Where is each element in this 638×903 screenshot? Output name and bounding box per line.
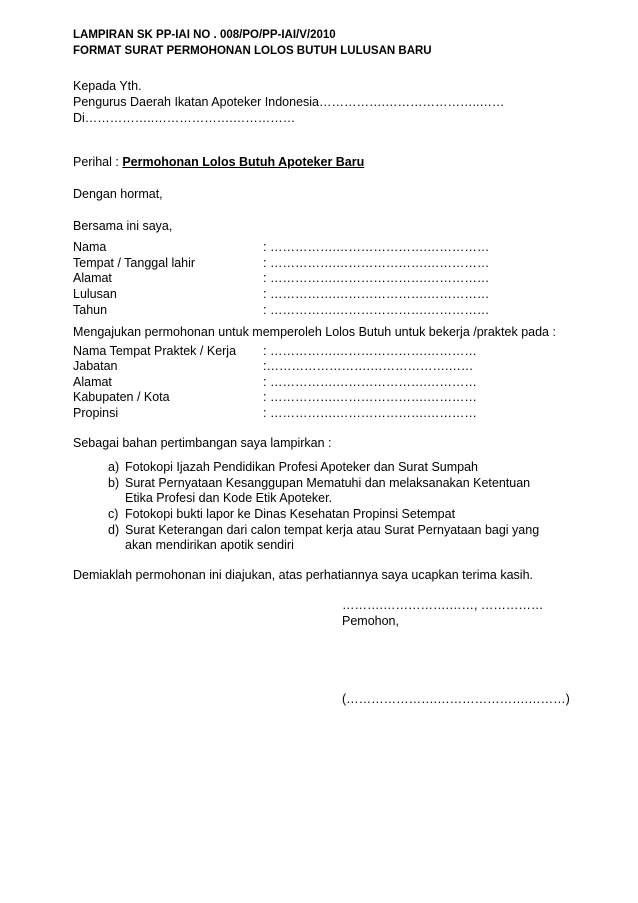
list-item-continuation: akan mendirikan apotik sendiri [125,538,294,552]
header-title: FORMAT SURAT PERMOHONAN LOLOS BUTUH LULUSAN BARU [73,45,432,57]
list-item: Surat Keterangan dari calon tempat kerja atau Surat Pernyataan bagi yang [125,523,540,537]
field-label-tahun: Tahun [73,303,108,317]
field-label-jabatan: Jabatan [73,359,118,373]
list-marker: c) [108,507,119,521]
subject-line [73,154,364,170]
field-value-tempat-praktek: : …………….………………….………… [263,344,477,358]
header-reference: LAMPIRAN SK PP-IAI NO . 008/PO/PP-IAI/V/2010 [73,29,336,41]
request-line: Mengajukan permohonan untuk memperoleh Lolos Butuh untuk bekerja /praktek pada : [73,325,556,339]
field-value-propinsi: : …………….………………….………… [263,406,477,420]
address-recipient: Kepada Yth. [73,79,142,93]
field-label-propinsi: Propinsi [73,406,119,420]
attachments-intro: Sebagai bahan pertimbangan saya lampirkan : [73,436,332,450]
list-item-continuation: Etika Profesi dan Kode Etik Apoteker. [125,491,333,505]
field-label-nama: Nama [73,240,107,254]
subject-text: Permohonan Lolos Butuh Apoteker Baru [122,155,365,169]
place-date-line: ……….…………….……, …………… [342,598,544,612]
field-label-tempat-praktek: Nama Tempat Praktek / Kerja [73,344,237,358]
field-label-kabupaten: Kabupaten / Kota [73,390,170,404]
field-label-alamat: Alamat [73,271,112,285]
field-value-alamat-kerja: : …………….………………….………… [263,375,477,389]
signer-name-line: (………………….………………….………) [342,692,570,706]
field-value-tahun: : …………….………………….…………… [263,303,490,317]
intro-text: Bersama ini saya, [73,219,173,233]
closing-text: Demiaklah permohonan ini diajukan, atas perhatiannya saya ucapkan terima kasih. [73,568,533,582]
field-value-kabupaten: : …………….………………….………… [263,390,477,404]
field-label-alamat-kerja: Alamat [73,375,112,389]
list-marker: a) [108,460,120,474]
subject-label: Perihal : [73,155,123,169]
greeting: Dengan hormat, [73,187,163,201]
list-marker: b) [108,476,120,490]
field-label-lulusan: Lulusan [73,287,117,301]
list-item: Surat Pernyataan Kesanggupan Mematuhi dan melaksanakan Ketentuan [125,476,531,490]
field-value-ttl: : …………….………………….…………… [263,256,490,270]
list-item: Fotokopi Ijazah Pendidikan Profesi Apoteker dan Surat Sumpah [125,460,478,474]
field-value-lulusan: : …………….………………….…………… [263,287,490,301]
list-marker: d) [108,523,120,537]
field-label-ttl: Tempat / Tanggal lahir [73,256,196,270]
field-value-nama: : …………….………………….…………… [263,240,490,254]
address-location: Di……………..……………….…………… [73,111,296,125]
list-item: Fotokopi bukti lapor ke Dinas Kesehatan Propinsi Setempat [125,507,456,521]
field-value-alamat: : …………….………………….…………… [263,271,490,285]
signer-role: Pemohon, [342,614,399,628]
address-organization: Pengurus Daerah Ikatan Apoteker Indonesia…………….…………………..…… [73,95,505,109]
field-value-jabatan: :…………………….……………….…… [263,359,474,373]
